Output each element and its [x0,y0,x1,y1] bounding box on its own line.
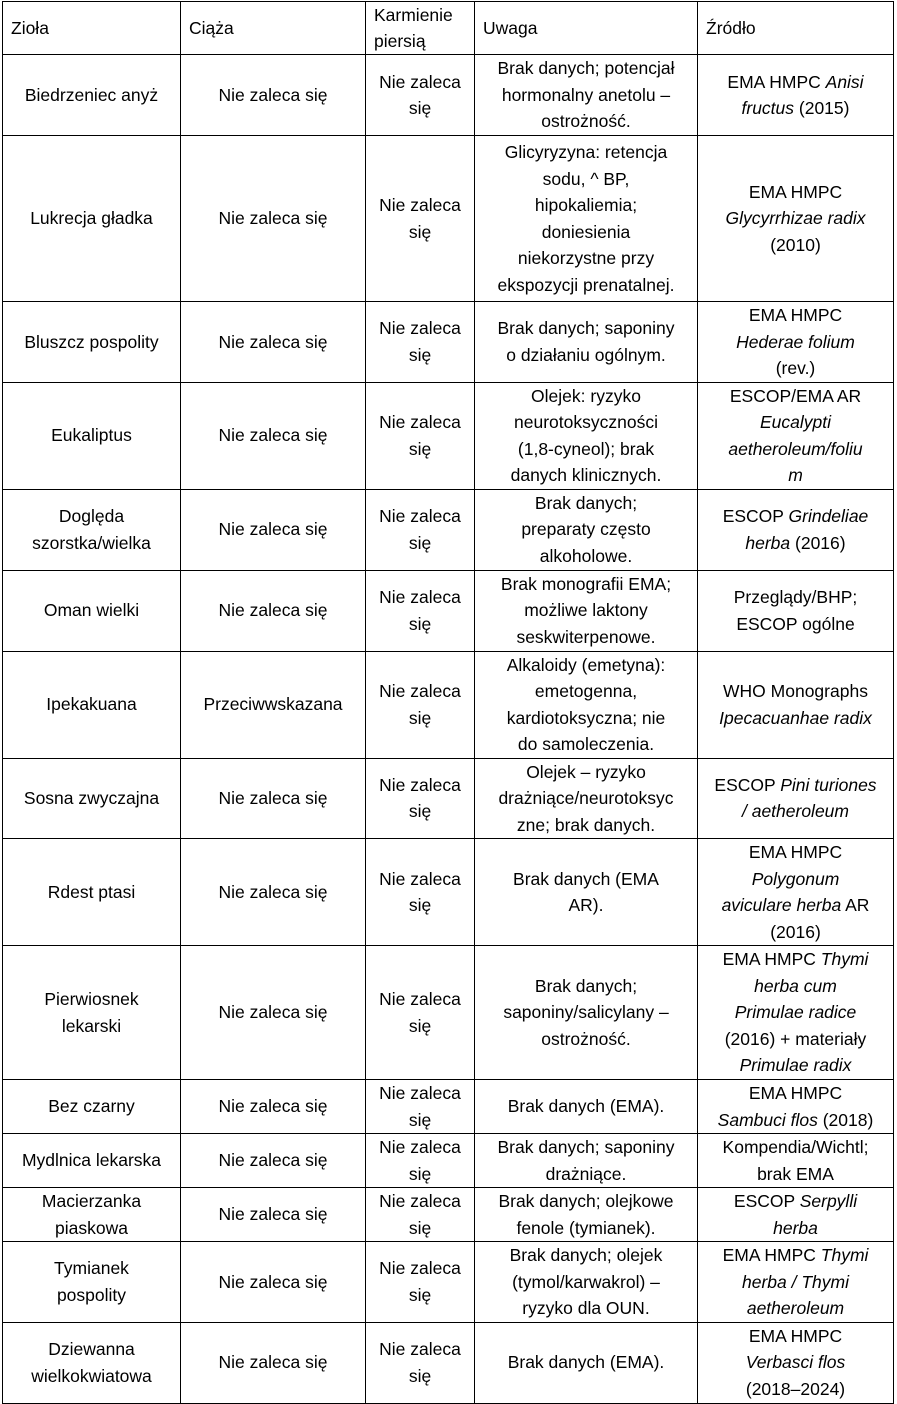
source-line [702,919,889,946]
source-line [702,1376,889,1403]
note-line: możliwe laktony [524,600,648,621]
source-title-italic: aviculare herba [721,895,842,915]
cell-herb [3,1134,181,1188]
table-row [3,946,894,1080]
note-line: emetogenna, [534,681,638,701]
cell-pregnancy: Nie zaleca się [181,1322,366,1403]
table-row [3,382,894,489]
cell-breastfeeding [366,758,475,839]
note-line: (1,8-cyneol); brak [517,438,655,459]
source-title-italic: Serpylli [799,1191,858,1211]
cell-breastfeeding [366,570,475,651]
source-text: EMA HMPC [748,181,843,202]
herb-name-line: Dziewanna [48,1339,135,1359]
cell-breastfeeding [366,55,475,136]
breastfeeding-line: się [408,98,432,118]
cell-note [475,302,698,383]
source-line [702,69,889,96]
source-line [702,1295,889,1322]
breastfeeding-line: Nie zaleca [379,1258,461,1279]
cell-herb [3,1188,181,1242]
cell-source [698,55,894,136]
breastfeeding-line: Nie zaleca [379,506,461,526]
cell-breastfeeding [366,136,475,302]
note-line: zne; brak danych. [516,814,656,835]
note-line: Brak danych (EMA). [507,1096,665,1117]
note-line: saponiny/salicylany – [503,1002,669,1023]
source-line [702,611,889,638]
note-line: seskwiterpenowe. [516,626,656,647]
cell-pregnancy: Nie zaleca się [181,1188,366,1242]
breastfeeding-line: Nie zaleca [379,774,461,795]
source-line [702,1349,889,1376]
source-line [702,1188,889,1215]
breastfeeding-line: się [408,438,432,459]
note-line: neurotoksyczności [514,412,658,432]
table-row [3,570,894,651]
herbs-safety-table [2,1,894,1404]
source-title-italic: herba [773,1217,818,1238]
note-line: niekorzystne przy [517,248,655,268]
herb-name-line: Eukaliptus [51,425,132,446]
source-line [702,383,889,410]
cell-source [698,489,894,570]
breastfeeding-line: się [408,1163,432,1184]
herb-name-line: Oman wielki [43,600,140,621]
note-line: drażniące/neurotoksyc [498,788,674,808]
cell-herb [3,1242,181,1323]
breastfeeding-line: się [408,221,432,242]
table-row [3,1134,894,1188]
cell-herb [3,136,181,302]
table-row [3,758,894,839]
herb-name-line: Ipekakuana [46,694,137,715]
source-title-italic: Thymi [820,1245,869,1265]
cell-breastfeeding [366,302,475,383]
source-text: EMA HMPC [748,1325,843,1346]
source-text: EMA HMPC [727,71,826,92]
herb-name-line: Bluszcz pospolity [24,331,159,352]
cell-note [475,570,698,651]
cell-pregnancy: Nie zaleca się [181,758,366,839]
cell-pregnancy: Nie zaleca się [181,489,366,570]
table-row [3,1188,894,1242]
cell-breastfeeding [366,946,475,1080]
cell-herb [3,758,181,839]
cell-note [475,382,698,489]
source-line [702,892,889,919]
source-title-italic: / aetheroleum [741,801,849,822]
cell-pregnancy: Nie zaleca się [181,55,366,136]
source-line [702,1080,889,1107]
source-title-italic: Thymi [820,949,869,970]
source-line [702,798,889,825]
table-row [3,489,894,570]
note-line: Brak danych (EMA). [507,1352,665,1373]
source-line [702,678,889,705]
note-line: sodu, ^ BP, [542,168,630,189]
cell-source [698,839,894,946]
table-body [3,2,894,1404]
source-line [702,355,889,382]
breastfeeding-line: Nie zaleca [379,681,461,701]
cell-herb [3,946,181,1080]
note-line: danych klinicznych. [510,465,662,485]
note-line: (tymol/karwakrol) – [512,1271,660,1292]
source-line [702,232,889,259]
note-line: hormonalny anetolu – [501,84,671,105]
source-title-italic: Grindeliae [788,506,869,526]
cell-note [475,839,698,946]
herb-name-line: Tymianek [54,1258,129,1279]
cell-breastfeeding [366,1242,475,1323]
cell-breastfeeding [366,1080,475,1134]
cell-pregnancy: Nie zaleca się [181,1134,366,1188]
breastfeeding-line: Nie zaleca [379,412,461,432]
cell-herb [3,1322,181,1403]
source-title-italic: Anisi [825,71,864,92]
cell-note [475,946,698,1080]
source-title-italic: Ipecacuanhae radix [719,707,872,728]
source-line [702,95,889,122]
cell-pregnancy: Nie zaleca się [181,302,366,383]
note-line: drażniące. [545,1163,627,1184]
source-text: (2010) [770,234,821,255]
breastfeeding-line: się [408,613,432,634]
source-line [702,1215,889,1242]
herb-name-line: wielkokwiatowa [31,1365,152,1386]
source-text: EMA HMPC [748,842,843,862]
cell-herb [3,382,181,489]
breastfeeding-line: się [408,707,432,728]
source-line [702,462,889,489]
note-line: ekspozycji prenatalnej. [497,274,675,295]
source-title-italic: Verbasci flos [745,1352,846,1373]
cell-source [698,758,894,839]
breastfeeding-line: się [408,1109,432,1130]
source-line [702,839,889,866]
source-line [702,205,889,232]
breastfeeding-line: się [408,532,432,553]
source-text: EMA HMPC [722,1245,821,1265]
cell-herb [3,839,181,946]
cell-note [475,489,698,570]
source-text: EMA HMPC [748,1083,843,1103]
source-title-italic: fructus [741,98,795,118]
herb-name-line: piaskowa [55,1217,128,1238]
source-title-italic: aetheroleum [746,1298,845,1318]
source-line [702,329,889,356]
note-line: Glicyryzyna: retencja [504,142,668,162]
cell-source [698,1188,894,1242]
cell-breastfeeding [366,1188,475,1242]
cell-breastfeeding [366,651,475,758]
herb-name-line: lekarski [61,1015,122,1036]
cell-source [698,1322,894,1403]
table-row [3,1242,894,1323]
note-line: Brak danych; [534,975,638,996]
source-title-italic: Primulae radice [734,1002,857,1023]
header-pregnancy: Ciąża [181,2,366,55]
source-text: ESCOP ogólne [736,613,855,634]
source-text: (2016) [790,532,846,553]
cell-note [475,1188,698,1242]
source-text: ESCOP [714,774,781,795]
cell-herb [3,651,181,758]
note-line: preparaty często [521,519,651,540]
cell-source [698,382,894,489]
source-line [702,1107,889,1134]
cell-source [698,651,894,758]
source-text: (2018) [817,1109,874,1130]
herb-name-line: Mydlnica lekarska [21,1150,162,1171]
breastfeeding-line: Nie zaleca [379,989,461,1009]
cell-herb [3,55,181,136]
breastfeeding-line: się [408,801,432,822]
cell-pregnancy: Nie zaleca się [181,946,366,1080]
cell-pregnancy: Nie zaleca się [181,839,366,946]
source-text: WHO Monographs [723,681,868,701]
cell-note [475,1080,698,1134]
source-title-italic: herba cum [754,975,837,996]
herb-name-line: Pierwiosnek [44,989,139,1009]
source-line [702,503,889,530]
source-text: (2016) [770,921,821,942]
source-line [702,530,889,557]
herb-name-line: szorstka/wielka [32,532,151,553]
source-line [702,1161,889,1188]
note-line: Olejek – ryzyko [526,761,646,782]
source-title-italic: Glycyrrhizae radix [725,208,866,229]
source-title-italic: herba [745,532,791,553]
note-line: Alkaloidy (emetyna): [506,654,666,675]
source-title-italic: Hederae folium [736,331,855,352]
source-text: ESCOP [722,506,789,526]
cell-herb [3,302,181,383]
source-line [702,436,889,463]
source-line [702,1269,889,1296]
breastfeeding-line: Nie zaleca [379,1083,461,1103]
herb-name-line: pospolity [56,1284,127,1305]
source-line [702,999,889,1026]
cell-breastfeeding [366,1134,475,1188]
breastfeeding-line: Nie zaleca [379,1137,461,1157]
herb-name-line: Sosna zwyczajna [23,788,160,808]
table-row [3,55,894,136]
source-title-italic: Pini turiones [780,774,877,795]
source-text: EMA HMPC [722,949,821,970]
source-line [702,1026,889,1053]
table-row [3,651,894,758]
table-row [3,839,894,946]
breastfeeding-line: się [408,344,432,365]
cell-pregnancy: Nie zaleca się [181,1242,366,1323]
note-line: Brak danych; [534,492,638,513]
cell-note [475,136,698,302]
header-breastfeeding: Karmienie piersią [366,2,475,55]
cell-source [698,136,894,302]
breastfeeding-line: się [408,1217,432,1238]
cell-breastfeeding [366,1322,475,1403]
source-line [702,705,889,732]
source-line [702,409,889,436]
header-herbs: Zioła [3,2,181,55]
source-line [702,1323,889,1350]
breastfeeding-line: się [408,1365,432,1386]
source-line [702,584,889,611]
source-text: ESCOP/EMA AR [729,385,862,406]
cell-herb [3,489,181,570]
source-text: Kompendia/Wichtl; [722,1137,869,1157]
source-title-italic: Sambuci flos [717,1109,818,1130]
herb-name-line: Macierzanka [41,1191,142,1211]
cell-note [475,1134,698,1188]
note-line: Brak danych; saponiny [497,318,675,339]
cell-note [475,758,698,839]
table-row [3,1322,894,1403]
herb-name-line: Doględa [58,506,125,526]
note-line: Brak danych; olejek [509,1245,663,1265]
breastfeeding-line: Nie zaleca [379,195,461,215]
source-title-italic: aetheroleum/foliu [728,438,863,459]
cell-note [475,651,698,758]
cell-note [475,1242,698,1323]
cell-herb [3,570,181,651]
cell-breastfeeding [366,489,475,570]
source-text: brak EMA [757,1163,834,1184]
note-line: alkoholowe. [539,545,633,566]
breastfeeding-line: się [408,1015,432,1036]
header-note: Uwaga [475,2,698,55]
source-text: (2015) [794,98,850,118]
breastfeeding-line: Nie zaleca [379,71,461,92]
breastfeeding-line: Nie zaleca [379,868,461,889]
note-line: o działaniu ogólnym. [506,344,666,365]
cell-pregnancy: Nie zaleca się [181,1080,366,1134]
cell-source [698,1242,894,1323]
note-line: Brak danych; olejkowe [498,1191,674,1211]
table-header-row [3,2,894,55]
source-title-italic: m [788,465,803,485]
source-line [702,179,889,206]
cell-source [698,570,894,651]
breastfeeding-line: się [408,895,432,915]
cell-note [475,55,698,136]
source-text: Przeglądy/BHP; [733,587,858,607]
breastfeeding-line: się [408,1284,432,1305]
source-text: (2016) + materiały [724,1028,867,1049]
source-title-italic: Eucalypti [759,412,831,432]
breastfeeding-line: Nie zaleca [379,318,461,339]
source-line [702,1052,889,1079]
note-line: Brak danych; saponiny [497,1137,675,1157]
table-row [3,136,894,302]
source-title-italic: Primulae radix [739,1055,852,1076]
source-text: AR [841,895,870,915]
source-line [702,1134,889,1161]
cell-pregnancy: Nie zaleca się [181,136,366,302]
cell-breastfeeding [366,839,475,946]
header-source: Źródło [698,2,894,55]
note-line: doniesienia [541,221,631,242]
source-line [702,302,889,329]
breastfeeding-line: Nie zaleca [379,1339,461,1359]
cell-pregnancy: Nie zaleca się [181,382,366,489]
source-text: (2018–2024) [745,1378,846,1399]
table-row [3,1080,894,1134]
note-line: fenole (tymianek). [516,1217,656,1238]
cell-note [475,1322,698,1403]
cell-breastfeeding [366,382,475,489]
source-line [702,866,889,893]
note-line: ostrożność. [541,111,631,132]
cell-herb [3,1080,181,1134]
herb-name-line: Bez czarny [48,1096,135,1117]
cell-pregnancy: Nie zaleca się [181,570,366,651]
note-line: ostrożność. [541,1028,631,1049]
source-text: EMA HMPC [748,305,843,325]
table-row [3,302,894,383]
herb-name-line: Rdest ptasi [47,881,136,902]
source-line [702,1242,889,1269]
cell-pregnancy: Przeciwwskazana [181,651,366,758]
source-title-italic: herba / Thymi [742,1271,849,1292]
note-line: kardiotoksyczna; nie [506,707,666,728]
breastfeeding-line: Nie zaleca [379,587,461,607]
note-line: Brak danych (EMA [513,868,659,889]
cell-source [698,1134,894,1188]
note-line: Brak monografii EMA; [500,573,672,594]
note-line: Brak danych; potencjał [497,58,675,79]
cell-source [698,1080,894,1134]
note-line: hipokaliemia; [534,195,638,215]
cell-source [698,946,894,1080]
source-text: (rev.) [775,358,816,378]
herb-name-line: Lukrecja gładka [30,208,153,229]
note-line: ryzyko dla OUN. [522,1298,650,1318]
note-line: AR). [568,895,604,915]
source-line [702,946,889,973]
source-title-italic: Polygonum [751,868,840,889]
cell-source [698,302,894,383]
note-line: Olejek: ryzyko [531,385,641,406]
herb-name-line: Biedrzeniec anyż [24,84,159,105]
source-text: ESCOP [733,1191,800,1211]
source-line [702,772,889,799]
source-line [702,973,889,1000]
breastfeeding-line: Nie zaleca [379,1191,461,1211]
note-line: do samoleczenia. [517,734,655,754]
